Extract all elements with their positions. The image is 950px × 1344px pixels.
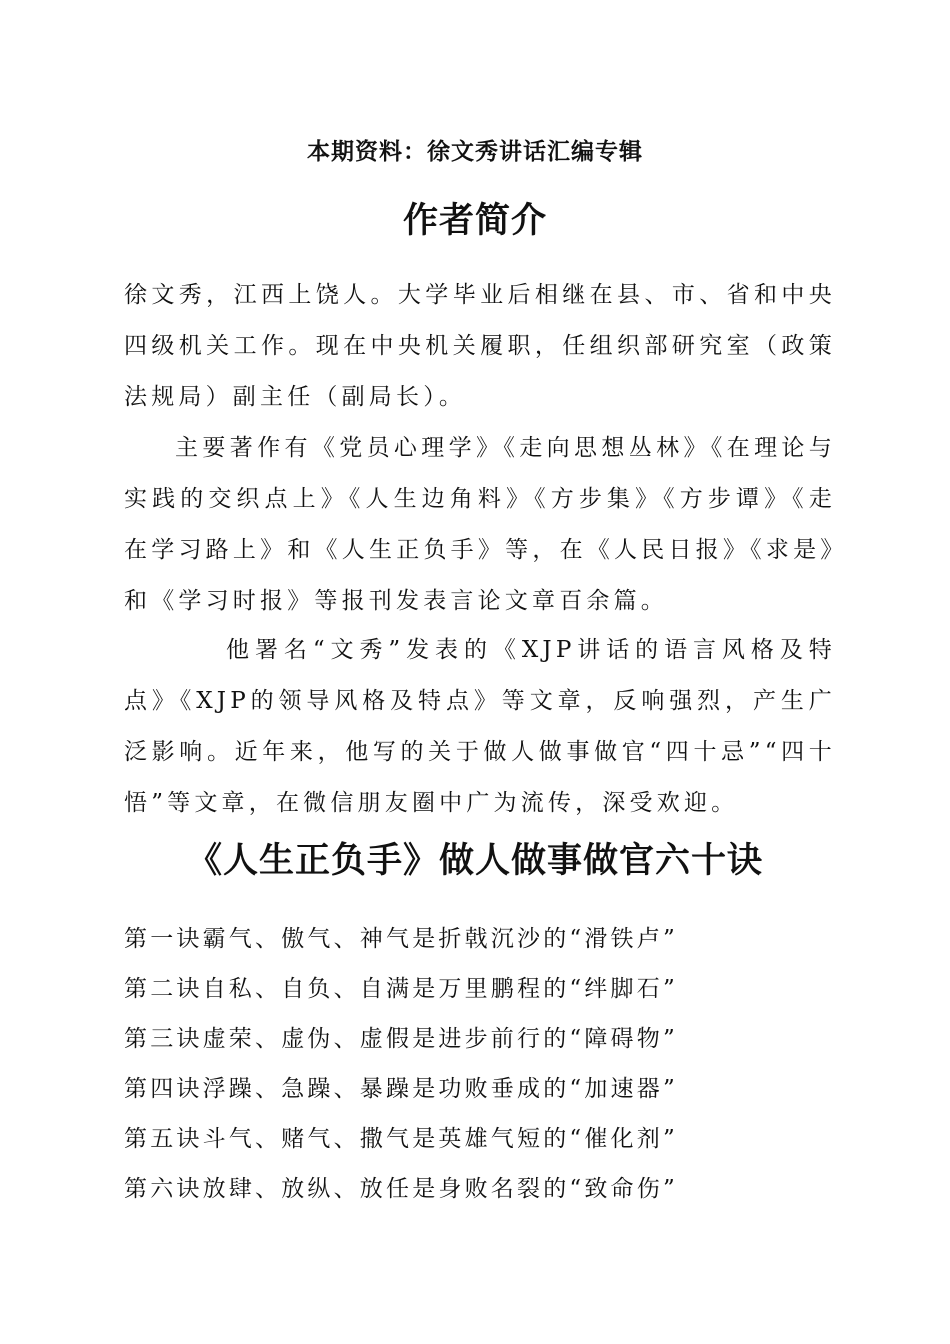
author-intro-title: 作者简介 xyxy=(402,200,547,241)
rule-item-4: 第四诀浮躁、急躁、暴躁是功败垂成的“加速器” xyxy=(124,1076,678,1102)
rule-item-2: 第二诀自私、自负、自满是万里鹏程的“绊脚石” xyxy=(124,976,678,1002)
sixty-rules-title: 《人生正负手》做人做事做官六十诀 xyxy=(186,840,763,881)
issue-header: 本期资料：徐文秀讲话汇编专辑 xyxy=(307,138,643,165)
author-bio-paragraph: 徐文秀，江西上饶人。大学毕业后相继在县、市、省和中央四级机关工作。现在中央机关履职，任组织部研究室（政策法规局）副主任（副局长）。 xyxy=(124,282,836,410)
rule-item-3: 第三诀虚荣、虚伪、虚假是进步前行的“障碍物” xyxy=(124,1026,678,1052)
rules-list xyxy=(124,914,836,1214)
rule-item-1: 第一诀霸气、傲气、神气是折戟沉沙的“滑铁卢” xyxy=(124,926,678,952)
rule-item-5: 第五诀斗气、赌气、撒气是英雄气短的“催化剂” xyxy=(124,1126,678,1152)
author-influence-paragraph: 他署名“文秀”发表的《XJP讲话的语言风格及特点》《XJP的领导风格及特点》等文章，反响强烈，产生广泛影响。近年来，他写的关于做人做事做官“四十忌”“四十悟”等文章，在微信朋友圈中广为流传，深受欢迎。 xyxy=(124,637,836,816)
rule-item-6: 第六诀放肆、放纵、放任是身败名裂的“致命伤” xyxy=(124,1176,678,1202)
author-works-paragraph: 主要著作有《党员心理学》《走向思想丛林》《在理论与实践的交织点上》《人生边角料》《方步集》《方步谭》《走在学习路上》和《人生正负手》等，在《人民日报》《求是》和《学习时报》等报刊发表言论文章百余篇。 xyxy=(124,435,836,614)
